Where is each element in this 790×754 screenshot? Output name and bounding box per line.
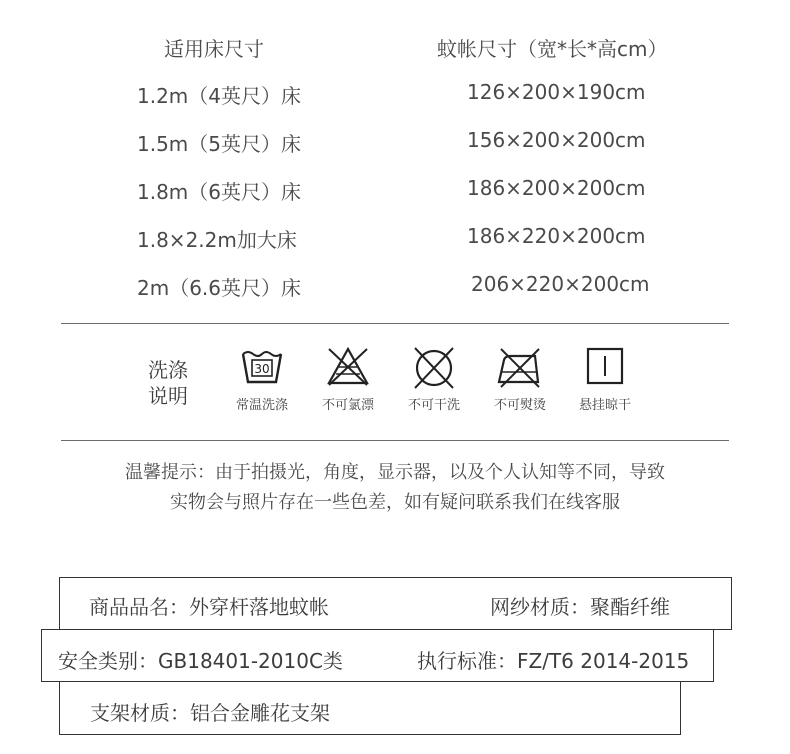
care-label: 常温洗涤: [235, 398, 288, 413]
care-item-no-dry-clean: [394, 346, 474, 416]
net-size-cell: 186×220×200cm: [467, 224, 646, 248]
no-iron-icon: [495, 346, 545, 388]
care-item-hang-dry: [565, 346, 645, 416]
care-item-wash: [222, 346, 302, 416]
safety-category: 安全类别：GB18401-2010C类: [58, 649, 343, 673]
care-label: 悬挂晾干: [578, 398, 631, 413]
net-size-cell: 186×200×200cm: [467, 176, 646, 200]
no-bleach-icon: [325, 346, 371, 386]
care-item-no-iron: [480, 346, 560, 416]
wash-title-line1: 洗涤: [148, 358, 188, 382]
wash-title-line2: 说明: [148, 384, 188, 408]
bed-size-cell: 2m（6.6英尺）床: [137, 276, 302, 300]
wash-tub-30-icon: [240, 346, 284, 386]
bed-size-cell: 1.5m（5英尺）床: [137, 132, 302, 156]
net-size-header: 蚊帐尺寸（宽*长*高cm）: [437, 37, 668, 61]
care-label: 不可氯漂: [321, 398, 374, 413]
net-size-cell: 156×200×200cm: [467, 128, 646, 152]
divider-top: [61, 323, 729, 324]
size-table: [0, 0, 790, 310]
care-label: 不可干洗: [407, 398, 460, 413]
color-notice: [0, 458, 790, 518]
wash-title: [148, 357, 198, 409]
frame-material: 支架材质：铝合金雕花支架: [90, 701, 330, 725]
bed-size-cell: 1.8×2.2m加大床: [137, 228, 297, 252]
hang-dry-icon: [585, 346, 625, 388]
care-item-no-bleach: [308, 346, 388, 416]
execution-standard: 执行标准：FZ/T6 2014-2015: [417, 649, 690, 673]
divider-bottom: [61, 440, 729, 441]
net-size-cell: 206×220×200cm: [471, 272, 650, 296]
mesh-material: 网纱材质：聚酯纤维: [490, 595, 670, 619]
notice-line2: 实物会与照片存在一些色差，如有疑问联系我们在线客服: [170, 492, 620, 513]
bed-size-header: 适用床尺寸: [164, 37, 264, 61]
svg-text:30: 30: [254, 362, 270, 376]
notice-line1: 温馨提示：由于拍摄光，角度，显示器，以及个人认知等不同，导致: [125, 462, 665, 483]
no-dry-clean-icon: [411, 346, 457, 390]
bed-size-cell: 1.8m（6英尺）床: [137, 180, 302, 204]
net-size-cell: 126×200×190cm: [467, 80, 646, 104]
bed-size-cell: 1.2m（4英尺）床: [137, 84, 302, 108]
product-name: 商品品名：外穿杆落地蚊帐: [89, 595, 329, 619]
care-label: 不可熨烫: [493, 398, 546, 413]
